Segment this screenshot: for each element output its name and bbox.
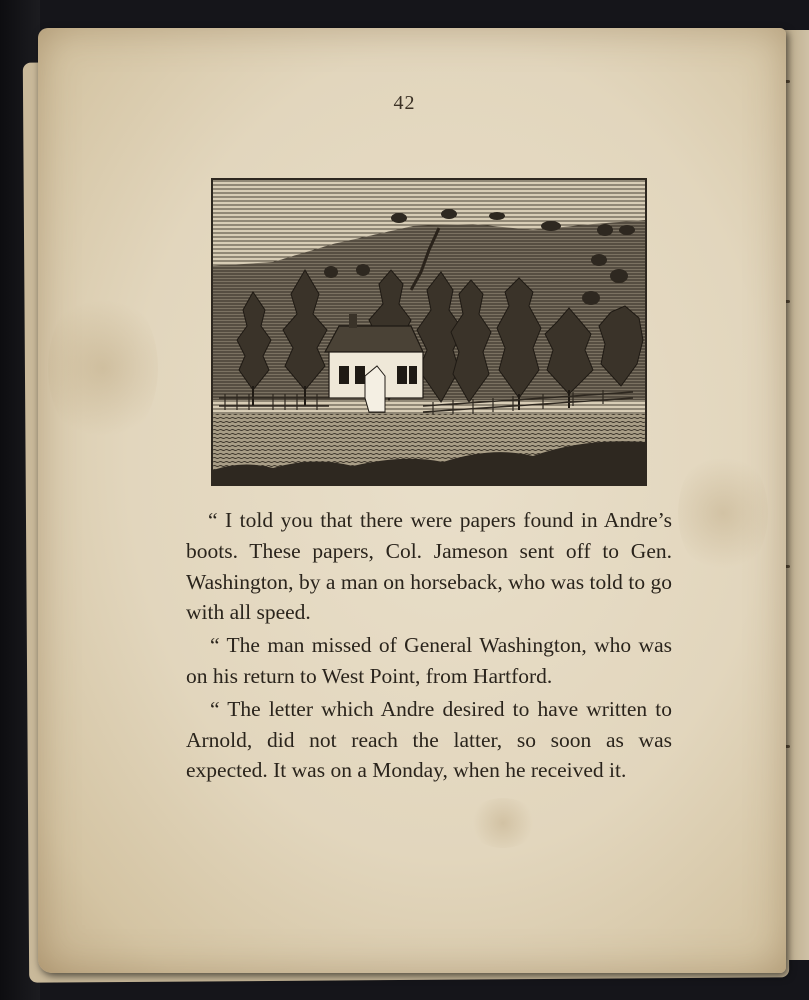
paragraph: “ I told you that there were papers found in Andre’s boots. These papers, Col. Jameson sent off to Gen. Washington, by a man on horseback, who was told to go with all speed.	[186, 508, 672, 625]
paper-stain	[48, 288, 158, 448]
house-landscape-image	[213, 180, 645, 484]
body-text	[186, 505, 672, 788]
paper-stain	[678, 448, 768, 578]
page-number: 42	[393, 92, 416, 114]
paragraph: “ The letter which Andre desired to have written to Arnold, did not reach the latter, so soon as was expected. It was on a Monday, when he received it.	[186, 696, 672, 783]
paper-stain	[468, 798, 538, 848]
illustration-engraving	[211, 178, 647, 486]
paragraph: “ The man missed of General Washington, who was on his return to West Point, from Hartford.	[186, 633, 672, 688]
book-page	[38, 28, 786, 973]
